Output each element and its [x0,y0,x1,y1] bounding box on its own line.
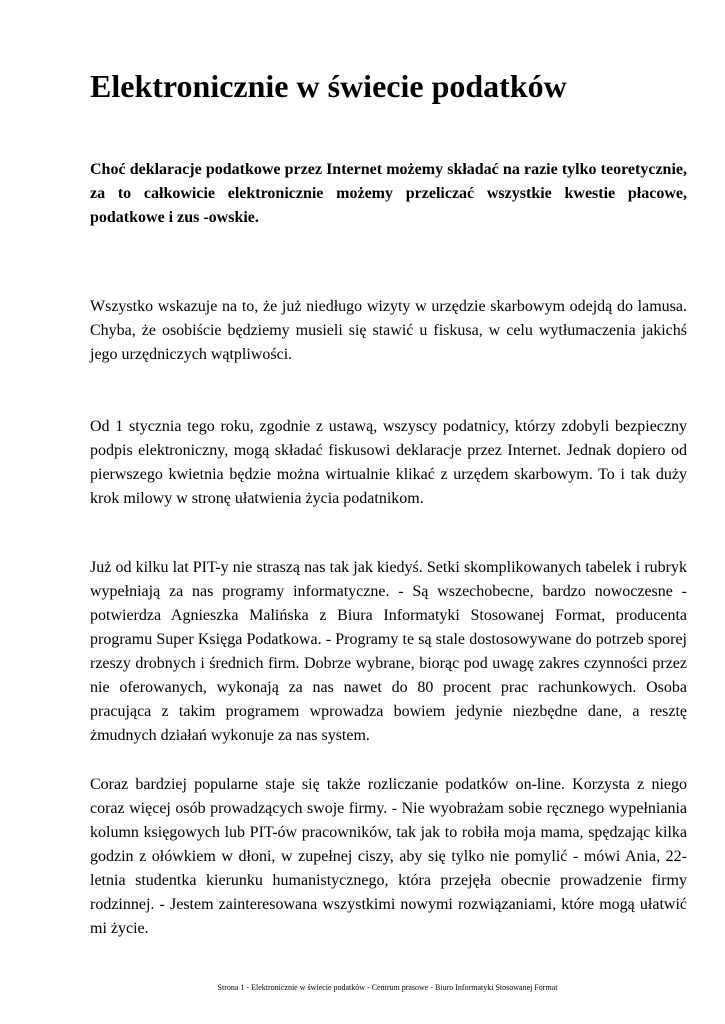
body-paragraph-4: Coraz bardziej popularne staje się także rozliczanie podatków on-line. Korzysta z niego coraz więcej osób prowadzących swoje firmy. - Nie wyobrażam sobie ręcznego wypełniania kolumn księgowych lub PIT-ów pracowników, tak jak to robiła moja mama, spędzając kilka godzin z ołówkiem w dłoni, w zupełnej ciszy, aby się tylko nie pomylić - mówi Ania, 22-letnia studentka kierunku humanistycznego, która przejęła obecnie prowadzenie firmy rodzinnej. - Jestem zainteresowana wszystkimi nowymi rozwiązaniami, które mogą ułatwić mi życie. [90,776,687,937]
body-paragraph-3: Już od kilku lat PIT-y nie straszą nas tak jak kiedyś. Setki skomplikowanych tabelek i rubryk wypełniają za nas programy informatyczne. - Są wszechobecne, bardzo nowoczesne - potwierdza Agnieszka Malińska z Biura Informatyki Stosowanej Format, producenta programu Super Księga Podatkowa. - Programy te są stale dostosowywane do potrzeb sporej rzeszy drobnych i średnich firm. Dobrze wybrane, biorąc pod uwagę zakres czynności przez nie oferowanych, wykonają za nas nawet do 80 procent prac rachunkowych. Osoba pracująca z takim programem wprowadza bowiem jedynie niezbędne dane, a resztę żmudnych działań wykonuje za nas system. [90,559,687,744]
lead-paragraph: Choć deklaracje podatkowe przez Internet możemy składać na razie tylko teoretycznie, za to całkowicie elektronicznie możemy przeliczać wszystkie kwestie płacowe, podatkowe i zus -owskie. [90,161,687,226]
page-title: Elektronicznie w świecie podatków [90,68,567,104]
body-paragraph-2: Od 1 stycznia tego roku, zgodnie z ustawą, wszyscy podatnicy, którzy zdobyli bezpieczny podpis elektroniczny, mogą składać fiskusowi deklaracje przez Internet. Jednak dopiero od pierwszego kwietnia będzie można wirtualnie klikać z urzędem skarbowym. To i tak duży krok milowy w stronę ułatwienia życia podatnikom. [90,418,687,507]
page-footer: Strona 1 - Elektronicznie w świecie podatków - Centrum prasowe - Biuro Informatyki Stosowanej Format [217,983,558,992]
body-paragraph-1: Wszystko wskazuje na to, że już niedługo wizyty w urzędzie skarbowym odejdą do lamusa. Chyba, że osobiście będziemy musieli się stawić u fiskusa, w celu wytłumaczenia jakichś jego urzędniczych wątpliwości. [90,298,687,363]
